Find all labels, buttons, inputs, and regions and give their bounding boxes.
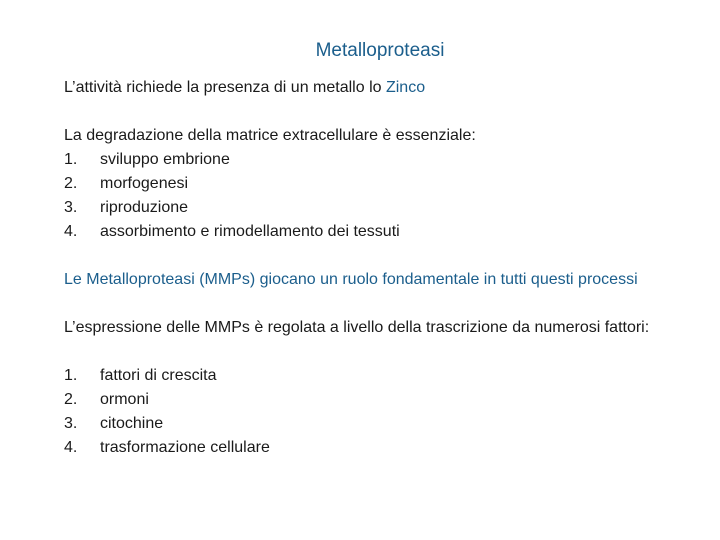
list-text: citochine — [100, 415, 164, 432]
list-number: 4. — [64, 439, 78, 456]
degradation-heading: La degradazione della matrice extracellulare è essenziale: — [64, 127, 476, 144]
intro-text: L’attività richiede la presenza di un metallo lo — [64, 79, 386, 96]
slide-title: Metalloproteasi — [315, 40, 445, 61]
list-item — [64, 172, 694, 196]
list-number: 2. — [64, 391, 78, 408]
list-number: 3. — [64, 415, 78, 432]
list-number: 1. — [64, 151, 78, 168]
list-item — [64, 388, 694, 412]
mmp-role-statement: Le Metalloproteasi (MMPs) giocano un ruolo fondamentale in tutti questi processi — [64, 271, 638, 288]
list-text: sviluppo embrione — [100, 151, 230, 168]
spacer — [64, 244, 694, 268]
regulation-list — [64, 364, 694, 460]
list-item — [64, 436, 694, 460]
spacer — [64, 100, 694, 124]
list-text: trasformazione cellulare — [100, 439, 270, 456]
list-text: ormoni — [100, 391, 149, 408]
list-number: 1. — [64, 367, 78, 384]
list-number: 4. — [64, 223, 78, 240]
spacer — [64, 292, 694, 316]
spacer — [64, 340, 694, 364]
list-number: 3. — [64, 199, 78, 216]
intro-paragraph — [64, 76, 694, 100]
zinco-highlight: Zinco — [385, 79, 426, 96]
list-item — [64, 196, 694, 220]
list-item — [64, 412, 694, 436]
regulation-heading: L’espressione delle MMPs è regolata a livello della trascrizione da numerosi fattori: — [64, 319, 650, 336]
list-text: riproduzione — [100, 199, 189, 216]
list-text: fattori di crescita — [100, 367, 217, 384]
degradation-list — [64, 148, 694, 244]
list-text: morfogenesi — [100, 175, 189, 192]
list-text: assorbimento e rimodellamento dei tessuti — [100, 223, 400, 240]
list-item — [64, 148, 694, 172]
list-number: 2. — [64, 175, 78, 192]
slide-content — [64, 76, 694, 460]
list-item — [64, 220, 694, 244]
list-item — [64, 364, 694, 388]
